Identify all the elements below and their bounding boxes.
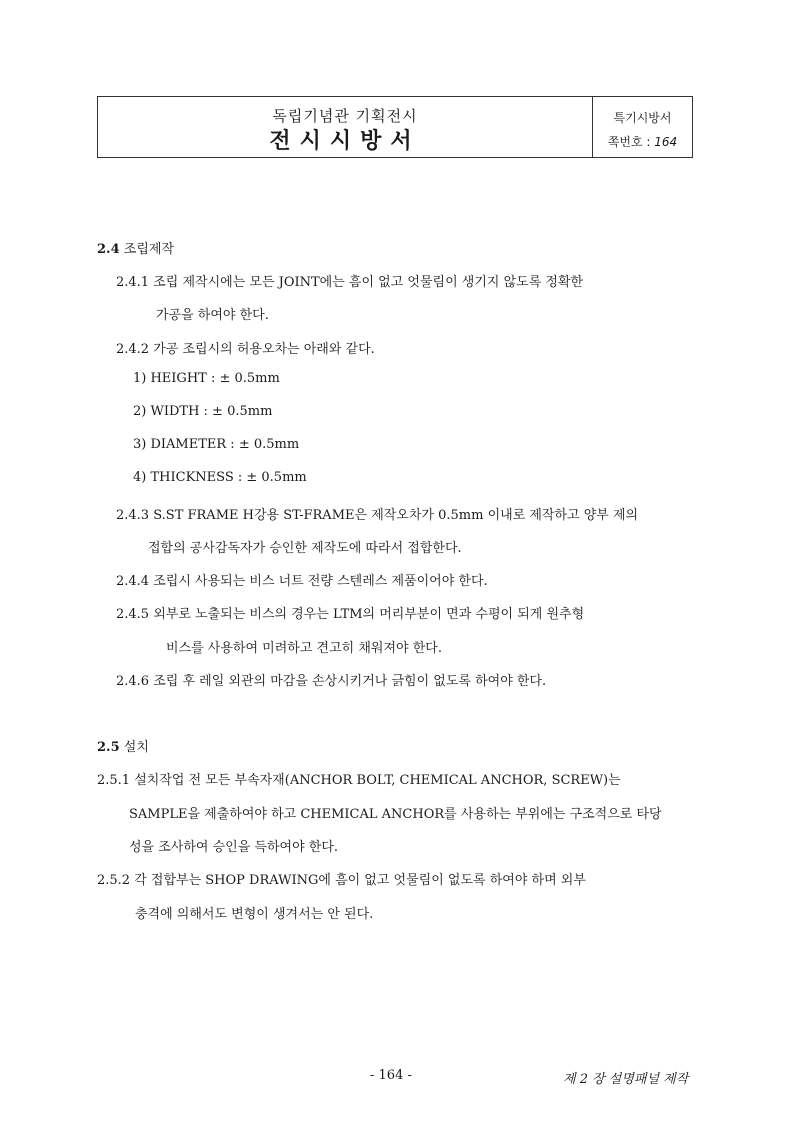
page-number-label: 쪽번호 : [607,135,655,149]
header-subtitle: 독립기념관 기획전시 [272,107,418,125]
document-header [97,96,693,158]
clause-2-4-5-cont: 비스를 사용하여 미려하고 견고히 채워져야 한다. [166,641,442,656]
header-page-field [593,133,692,150]
clause-2-4-6: 2.4.6 조립 후 레일 외관의 마감을 손상시키거나 긁힘이 없도록 하여야 한다. [116,674,547,689]
clause-2-4-3: 2.4.3 S.ST FRAME H강용 ST-FRAME은 제작오차가 0.5mm 이내로 제작하고 양부 제의 [116,508,639,523]
header-title: 전시시방서 [269,129,421,154]
clause-2-4-2: 2.4.2 가공 조립시의 허용오차는 아래와 같다. [116,342,375,357]
header-title-block [98,97,593,157]
footer-chapter: 제 2 장 설명패널 제작 [563,1072,689,1087]
section-number: 2.4 [97,242,120,257]
spec-type-label: 특기시방서 [613,111,672,125]
clause-2-5-1: 2.5.1 설치작업 전 모든 부속자재(ANCHOR BOLT, CHEMICAL ANCHOR, SCREW)는 [97,773,621,788]
tolerance-diameter: 3) DIAMETER : ± 0.5mm [133,437,300,452]
clause-2-5-1-cont-1: SAMPLE을 제출하여야 하고 CHEMICAL ANCHOR를 사용하는 부위에는 구조적으로 타당 [129,807,662,822]
clause-2-5-1-cont-2: 성을 조사하여 승인을 득하여야 한다. [129,840,339,855]
clause-2-4-3-cont: 접합의 공사감독자가 승인한 제작도에 따라서 접합한다. [148,541,462,556]
section-heading-2-4 [97,238,174,257]
clause-2-4-1: 2.4.1 조립 제작시에는 모든 JOINT에는 흠이 없고 엇물림이 생기지 않도록 정확한 [116,275,584,290]
section-heading-2-5 [97,736,149,755]
tolerance-thickness: 4) THICKNESS : ± 0.5mm [133,470,307,485]
section-number: 2.5 [97,740,120,755]
clause-2-4-1-cont: 가공을 하여야 한다. [156,308,269,323]
clause-2-4-4: 2.4.4 조립시 사용되는 비스 너트 전량 스텐레스 제품이어야 한다. [116,574,488,589]
footer-page-number: - 164 - [370,1068,412,1083]
tolerance-height: 1) HEIGHT : ± 0.5mm [133,371,280,386]
clause-2-5-2-cont: 충격에 의해서도 변형이 생겨서는 안 된다. [135,907,374,922]
tolerance-width: 2) WIDTH : ± 0.5mm [133,404,273,419]
clause-2-4-5: 2.4.5 외부로 노출되는 비스의 경우는 LTM의 머리부분이 면과 수평이 되게 원추형 [116,607,585,622]
section-title: 설치 [123,740,149,755]
section-title: 조립제작 [123,242,174,257]
header-side-block [593,97,692,157]
page-number-value: 164 [654,135,678,149]
clause-2-5-2: 2.5.2 각 접합부는 SHOP DRAWING에 흠이 없고 엇물림이 없도록 하여야 하며 외부 [97,873,586,888]
